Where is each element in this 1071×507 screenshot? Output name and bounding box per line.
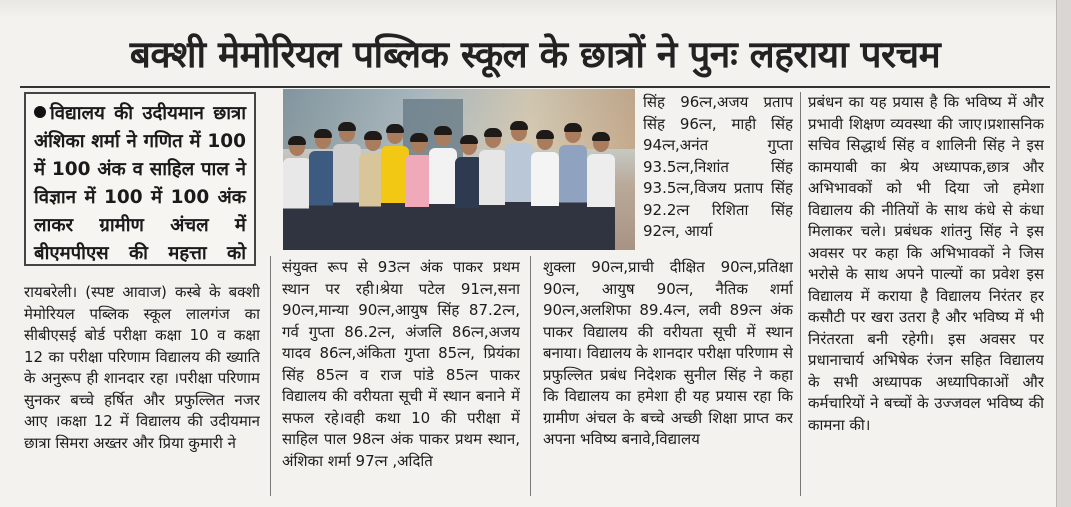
column-divider xyxy=(530,256,531,496)
column-divider xyxy=(800,92,801,496)
highlight-text: विद्यालय की उदीयमान छात्रा अंशिका शर्मा ने गणित में 100 में 100 अंक व साहिल पाल ने विज्ञान में 100 में 100 अंक लाकर ग्रामीण अंचल में बीएमपीएस की महत्ता को xyxy=(34,103,246,264)
highlight-box xyxy=(24,92,256,266)
photo-person xyxy=(429,128,457,250)
page-edge xyxy=(1056,0,1071,507)
bullet-icon xyxy=(34,106,46,118)
page-top-strip xyxy=(0,0,1071,18)
column-2: संयुक्त रूप से 93त्न अंक पाकर प्रथम स्थान पर रही।श्रेया पटेल 91त्न,सना 90त्न,मान्या 90त्न,आयुष सिंह 87.2त्न, गर्व गुप्ता 86.2त्न, अंजलि 86त्न,अजय यादव 86त्न,अंकिता गुप्ता 85त्न, प्रियंका सिंह 85त्न व राज पांडे 85त्न पाकर विद्यालय की वरीयता सूची में स्थान बनाने में सफल रहे।वही कथा 10 की परीक्षा में साहिल पाल 98त्न अंक पाकर प्रथम स्थान, अंशिका शर्मा 97त्न ,अदिति xyxy=(282,258,520,470)
column-3-bottom: शुक्ला 90त्न,प्राची दीक्षित 90त्न,प्रतिक्षा 90त्न, आयुष 90त्न, नैतिक शर्मा 90त्न,अलशिफा 89.4त्न, लवी 89त्न अंक पाकर विद्यालय की वरीयता सूची में स्थान बनाया। विद्यालय के शानदार परीक्षा परिणाम से प्रफुल्लित प्रबंध निदेशक सुनील सिंह ने कहा कि विद्यालय का हमेशा ही यह प्रयास रहा कि ग्रामीण अंचल के बच्चे अच्छी शिक्षा प्राप्त कर अपना भविष्य बनावे,विद्यालय xyxy=(543,258,793,448)
column-1: रायबरेली। (स्पष्ट आवाज) कस्बे के बक्शी मेमोरियल पब्लिक स्कूल लालगंज का सीबीएसई बोर्ड परीक्षा कक्षा 10 व कक्षा 12 का परीक्षा परिणाम विद्यालय की ख्याति के अनुरूप ही शानदार रहा ।परीक्षा परिणाम सुनकर बच्चे हर्षित और प्रफुल्लित नजर आए ।कक्षा 12 में विद्यालय की उदीयमान छात्रा सिमरा अख्तर और प्रिया कुमारी ने xyxy=(24,283,260,452)
column-4: प्रबंधन का यह प्रयास है कि भविष्य में और प्रभावी शिक्षण व्यवस्था की जाए।प्रशासनिक सचिव सिद्धार्थ सिंह व शालिनी सिंह ने इस कामयाबी का श्रेय अध्यापक,छात्र और अभिभावकों को भी दिया जो हमेशा विद्यालय की नीतियों के साथ कंधे से कंधा मिलाकर चले। प्रबंधक शांतनु सिंह ने इस अवसर पर कहा कि अभिभावकों ने जिस भरोसे के साथ अपने पाल्यों का प्रवेश इस विद्यालय में कराया है विद्यालय निरंतर हर कसौटी पर खरा उतरा है और भविष्य में भी निरंतरता बनी रहेगी। इस अवसर पर प्रधानाचार्य अभिषेक रंजन सहित विद्यालय के सभी अध्यापक अध्यापिकाओं और कर्मचारियों ने बच्चों के उज्जवल भविष्य की कामना की। xyxy=(808,93,1044,434)
photo-person xyxy=(531,132,559,250)
headline: बक्शी मेमोरियल पब्लिक स्कूल के छात्रों ने पुनः लहराया परचम xyxy=(129,33,941,76)
column-3-top: सिंह 96त्न,अजय प्रताप सिंह 96त्न, माही सिंह 94त्न,अनंत गुप्ता 93.5त्न,निशांत सिंह 93.5त्न,विजय प्रताप सिंह 92.2त्न रिशिता सिंह 92त्न, आर्या xyxy=(643,93,793,240)
headline-rule xyxy=(20,86,1050,88)
photo-person xyxy=(283,138,311,250)
photo-person xyxy=(505,123,533,250)
photo-person xyxy=(479,130,507,250)
photo-person xyxy=(587,134,615,250)
photo-person xyxy=(333,124,361,250)
photo-person xyxy=(559,125,587,250)
column-divider xyxy=(270,256,271,496)
group-photo xyxy=(283,89,635,250)
